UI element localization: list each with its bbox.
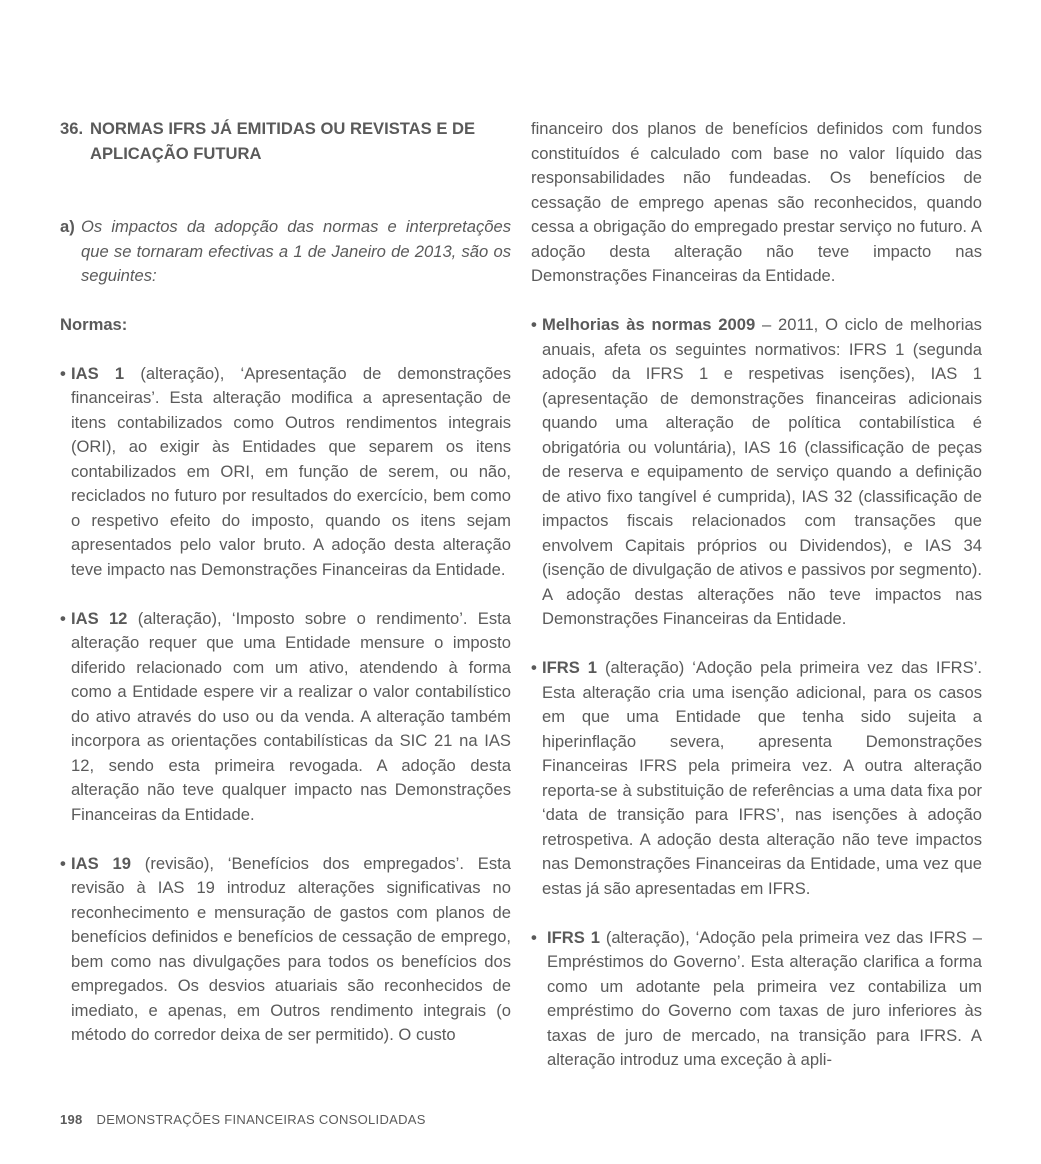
bullet-term: Melhorias às normas 2009	[542, 315, 756, 334]
footer-title: DEMONSTRAÇÕES FINANCEIRAS CONSOLIDADAS	[96, 1112, 426, 1127]
bullet-paragraph	[71, 852, 511, 1048]
bullet-melhorias	[531, 313, 982, 632]
bullet-term: IAS 1	[71, 363, 125, 383]
bullet-term: IFRS 1	[542, 658, 597, 677]
bullet-text: (alteração), ‘Adoção pela primeira vez das IFRS – Empréstimos do Governo’. Esta alteração clarifica a forma como um adotante pela primeira vez contabiliza um empréstimo do Governo com taxas de juro inferiores às taxas de juro de mercado, na transição para IFRS. A alteração introduz uma exceção à apli-	[547, 927, 982, 1069]
bullet-ifrs-1-emprestimos	[531, 926, 982, 1073]
bullet-paragraph	[71, 607, 511, 828]
left-column	[60, 117, 511, 1048]
bullet-ias-12	[60, 607, 511, 828]
heading-text: NORMAS IFRS JÁ EMITIDAS OU REVISTAS E DE APLICAÇÃO FUTURA	[90, 119, 476, 163]
subsection-text: Os impactos da adopção das normas e interpretações que se tornaram efectivas a 1 de Janeiro de 2013, são os seguintes:	[81, 217, 511, 285]
bullet-text: (revisão), ‘Benefícios dos empregados’. Esta revisão à IAS 19 introduz alterações significativas no reconhecimento e mensuração de gastos com planos de benefícios definidos e benefícios de cessação de emprego, bem como nas divulgações para todos os benefícios dos empregados. Os desvios atuariais são reconhecidos de imediato, e apenas, em Outros rendimento integrais (o método do corredor deixa de ser permitido). O custo	[71, 853, 511, 1044]
heading-number: 36.	[60, 119, 84, 138]
subsection-intro	[60, 215, 511, 289]
continuation-paragraph: financeiro dos planos de benefícios definidos com fundos constituídos é calculado com base no valor líquido das responsabilidades não fundeadas. Os benefícios de cessação de emprego apenas são reconhecidos, quando cessa a obrigação do empregado prestar serviço no futuro. A adoção desta alteração não teve impacto nas Demonstrações Financeiras da Entidade.	[531, 119, 982, 285]
bullet-term: IAS 12	[71, 608, 128, 628]
normas-label: Normas:	[60, 314, 128, 334]
bullet-paragraph	[71, 362, 511, 583]
bullet-marker: •	[531, 927, 537, 947]
bullet-term: IFRS 1	[547, 927, 600, 947]
bullet-marker: •	[531, 315, 537, 334]
right-column	[531, 117, 982, 1073]
bullet-paragraph	[547, 926, 982, 1073]
bullet-ias-1	[60, 362, 511, 583]
section-heading	[60, 117, 511, 166]
bullet-paragraph	[542, 656, 982, 901]
page-number: 198	[60, 1112, 83, 1127]
bullet-paragraph	[542, 313, 982, 632]
subsection-label: a)	[60, 217, 75, 236]
bullet-text: – 2011, O ciclo de melhorias anuais, afeta os seguintes normativos: IFRS 1 (segunda adoção da IFRS 1 e respetivas isenções), IAS 1 (apresentação de demonstrações financeiras adicionais quando uma alteração de política contabilística é obrigatória ou voluntária), IAS 16 (classificação de peças de reserva e equipamento de serviço quando a definição de ativo fixo tangível é cumprida), IAS 32 (classificação de impactos fiscais relacionados com transações que envolvem Capitais próprios ou Dividendos), e IAS 34 (isenção de divulgação de ativos e passivos por segmento). A adoção destas alterações não teve impactos nas Demonstrações Financeiras da Entidade.	[542, 315, 982, 628]
bullet-text: (alteração) ‘Adoção pela primeira vez das IFRS’. Esta alteração cria uma isenção adicional, para os casos em que uma Entidade que tenha sido sujeita a hiperinflação severa, apresenta Demonstrações Financeiras IFRS pela primeira vez. A outra alteração reporta-se à substituição de referências a uma data fixa por ‘data de transição para IFRS’, nas isenções à adoção retrospetiva. A adoção desta alteração não teve impactos nas Demonstrações Financeiras da Entidade, uma vez que estas já são apresentadas em IFRS.	[542, 658, 983, 898]
bullet-term: IAS 19	[71, 853, 131, 873]
bullet-text: (alteração), ‘Apresentação de demonstrações financeiras’. Esta alteração modifica a apresentação de itens contabilizados como Outros rendimentos integrais (ORI), ao exigir às Entidades que separem os itens contabilizados em ORI, em função de serem, ou não, reciclados no futuro por resultados do exercício, bem como o respetivo efeito do imposto, quando os itens sejam apresentados pelo valor bruto. A adoção desta alteração teve impacto nas Demonstrações Financeiras da Entidade.	[71, 363, 511, 579]
bullet-marker: •	[531, 658, 537, 677]
bullet-marker: •	[60, 363, 66, 383]
bullet-ias-19	[60, 852, 511, 1048]
bullet-text: (alteração), ‘Imposto sobre o rendimento’. Esta alteração requer que uma Entidade mensure o imposto diferido relacionado com um ativo, atendendo à forma como a Entidade espere vir a realizar o valor contabilístico do ativo através do uso ou da venda. A alteração também incorpora as orientações contabilísticas da SIC 21 na IAS 12, sendo esta primeira revogada. A adoção desta alteração não teve qualquer impacto nas Demonstrações Financeiras da Entidade.	[71, 608, 511, 824]
bullet-ifrs-1-hiperinflacao	[531, 656, 982, 901]
page-footer	[60, 1112, 426, 1127]
bullet-marker: •	[60, 608, 66, 628]
bullet-marker: •	[60, 853, 66, 873]
